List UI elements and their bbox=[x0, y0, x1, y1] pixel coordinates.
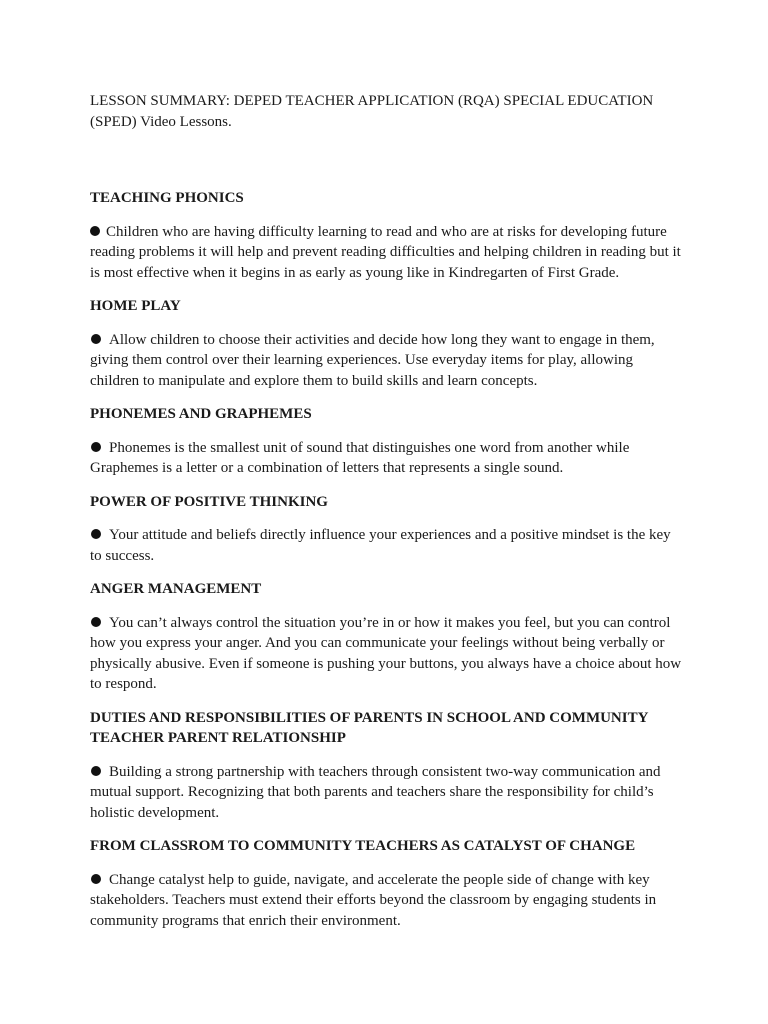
section-home-play bbox=[90, 296, 682, 391]
section-body-text: Allow children to choose their activities and decide how long they want to engage in them, giving them control over their learning experiences. Use everyday items for play, allowing children to manipulate and explore them to build skills and learn concepts. bbox=[90, 331, 655, 389]
section-heading: HOME PLAY bbox=[90, 298, 181, 314]
section-paragraph bbox=[90, 613, 682, 695]
bullet-icon bbox=[91, 334, 101, 344]
section-body-text: You can’t always control the situation you’re in or how it makes you feel, but you can control how you express your anger. And you can communicate your feelings without being verbally or physically abusive. Even if someone is pushing your buttons, you always have a choice about how to respond. bbox=[90, 614, 682, 692]
bullet-icon bbox=[91, 766, 101, 776]
section-teaching-phonics bbox=[90, 188, 682, 283]
section-duties-and-responsibilities bbox=[90, 708, 682, 824]
section-heading: PHONEMES AND GRAPHEMES bbox=[90, 406, 312, 422]
bullet-icon bbox=[91, 617, 101, 627]
section-paragraph bbox=[90, 870, 682, 932]
document-page bbox=[90, 91, 682, 944]
section-heading: DUTIES AND RESPONSIBILITIES OF PARENTS IN SCHOOL AND COMMUNITY TEACHER PARENT RELATIONSHIP bbox=[90, 709, 648, 746]
section-phonemes-and-graphemes bbox=[90, 404, 682, 479]
bullet-icon bbox=[90, 226, 100, 236]
section-heading: ANGER MANAGEMENT bbox=[90, 581, 262, 597]
section-body-text: Change catalyst help to guide, navigate, and accelerate the people side of change with key stakeholders. Teachers must extend their efforts beyond the classroom by engaging students in community programs that enrich their environment. bbox=[90, 871, 657, 929]
section-heading: TEACHING PHONICS bbox=[90, 190, 244, 206]
section-body-text: Building a strong partnership with teachers through consistent two-way communication and mutual support. Recognizing that both parents and teachers share the responsibility for child’s holistic development. bbox=[90, 763, 661, 821]
section-paragraph bbox=[90, 762, 682, 824]
section-body-text: Your attitude and beliefs directly influence your experiences and a positive mindset is the key to success. bbox=[90, 527, 671, 564]
section-classroom-to-community bbox=[90, 836, 682, 931]
section-paragraph bbox=[90, 330, 682, 392]
section-heading: POWER OF POSITIVE THINKING bbox=[90, 493, 328, 510]
document-title: LESSON SUMMARY: DEPED TEACHER APPLICATION (RQA) SPECIAL EDUCATION (SPED) Video Lessons. bbox=[90, 93, 654, 130]
section-anger-management bbox=[90, 579, 682, 695]
section-power-of-positive-thinking bbox=[90, 492, 682, 567]
section-body-text: Phonemes is the smallest unit of sound that distinguishes one word from another while Graphemes is a letter or a combination of letters that represents a single sound. bbox=[90, 439, 630, 476]
bullet-icon bbox=[91, 442, 101, 452]
bullet-icon bbox=[91, 529, 101, 539]
section-paragraph bbox=[90, 438, 682, 479]
section-heading: FROM CLASSROM TO COMMUNITY TEACHERS AS CATALYST OF CHANGE bbox=[90, 838, 636, 854]
bullet-icon bbox=[91, 874, 101, 884]
section-paragraph bbox=[90, 525, 682, 566]
section-paragraph bbox=[90, 222, 682, 284]
section-body-text: Children who are having difficulty learning to read and who are at risks for developing future reading problems it will help and prevent reading difficulties and helping children in reading but it is most effective when it begins in as early as young like in Kindregarten of First Grade. bbox=[90, 223, 681, 281]
